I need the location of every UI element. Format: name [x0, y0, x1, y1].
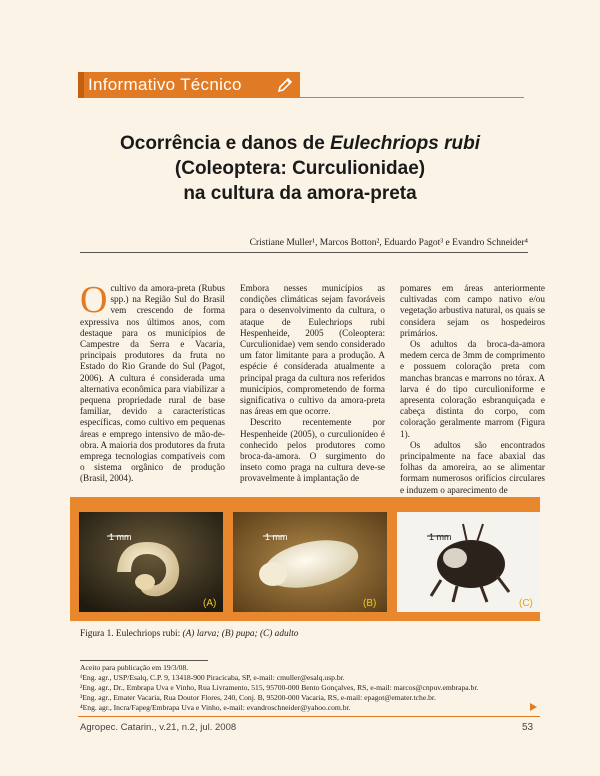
footnotes — [80, 663, 540, 713]
scale-label: 1 mm — [429, 532, 452, 542]
title-line-1: Ocorrência e danos de — [119, 133, 331, 154]
footer-rule — [78, 716, 540, 717]
scale-label: 1 mm — [109, 532, 132, 542]
continue-arrow-icon — [530, 703, 537, 711]
footnote: ⁴Eng. agr., Incra/Fapeg/Embrapa Uva e Vinho, e-mail: evandroschneider@yahoo.com.br. — [80, 703, 351, 712]
column-1 — [80, 279, 225, 485]
section-label: Informativo Técnico — [88, 75, 242, 94]
authors-line: Cristiane Muller¹, Marcos Botton², Eduardo Pagot³ e Evandro Schneider⁴ — [80, 238, 528, 253]
column-3 — [400, 283, 545, 496]
column-2 — [240, 283, 385, 485]
panel-label: (C) — [519, 598, 533, 609]
article-title — [0, 131, 600, 206]
photo-larva — [79, 512, 223, 612]
paragraph: Descrito recentemente por Hespenheide (2005), o curculionídeo é conhecido pelos produtores como broca-da-amora. O surgimento do inseto como praga na cultura deve-se provavelmente à implantação de — [240, 417, 385, 484]
paragraph: Embora nesses municípios as condições climáticas sejam favoráveis para o desenvolvimento da cultura, o ataque de Eulechriops rubi Hespenheide, 2005 (Coleoptera: Curculionidae) vem sendo considerado um fator limitante para a produção. A espécie é considerada atualmente a principal praga da cultura nos referidos municípios, comprometendo de forma significativa o cultivo da amora-preta nas áreas em que ocorre. — [240, 283, 385, 417]
footnote: ¹Eng. agr., USP/Esalq, C.P. 9, 13418-900 Piracicaba, SP, e-mail: cmuller@esalq.usp.br. — [80, 673, 345, 682]
figure-caption — [80, 629, 298, 639]
banner-rule — [300, 97, 524, 98]
panel-label: (A) — [203, 598, 217, 609]
panel-label: (B) — [363, 598, 377, 609]
section-banner — [78, 72, 300, 98]
page-number: 53 — [522, 722, 534, 733]
paragraph: Os adultos da broca-da-amora medem cerca de 3mm de comprimento e possuem coloração preta com manchas brancas e marrons no tórax. A larva é do tipo curculioniforme e apresenta coloração esbranquiçada e cabeça distinta do corpo, com coloração geralmente marrom (Figura 1). — [400, 339, 545, 439]
journal-reference: Agropec. Catarin., v.21, n.2, jul. 2008 — [80, 722, 237, 733]
paragraph: cultivo da amora-preta (Rubus spp.) na Região Sul do Brasil vem crescendo de forma expressiva nos últimos anos, com destaque para os municípios de Campestre da Serra e Vacaria, principais produtores da fruta no Estado do Rio Grande do Sul (Pagot, 2006). A cultura é considerada uma alternativa econômica para viabilizar a pequena propriedade rural de base familiar, devido a características específicas, como cultivo em pequenas áreas e emprego intensivo de mão-de-obra. A maioria dos produtores da fruta emprega tecnologias compatíveis com o sistema orgânico de produção (Brasil, 2004). — [80, 283, 225, 484]
footnote-rule — [80, 660, 208, 661]
title-line-2: (Coleoptera: Curculionidae) — [174, 158, 426, 179]
scale-label: 1 mm — [265, 532, 288, 542]
photo-pupa — [233, 512, 387, 612]
title-line-3: na cultura da amora-preta — [183, 183, 417, 204]
caption-detail: (A) larva; (B) pupa; (C) adulto — [182, 629, 299, 639]
caption-prefix: Figura 1. Eulechriops rubi: — [80, 629, 183, 639]
drop-cap: O — [80, 279, 108, 321]
paragraph: Os adultos são encontrados principalmente na face abaxial das folhas da amoreira, ao se alimentar formam numerosos orifícios circulares e induzem o aparecimento de — [400, 439, 545, 495]
footnote: ²Eng. agr., Dr., Embrapa Uva e Vinho, Rua Livramento, 515, 95700-000 Bento Gonçalves, RS, e-mail: marcos@cnpuv.embrapa.br. — [80, 683, 479, 692]
footnote: ³Eng. agr., Emater Vacaria, Rua Doutor Flores, 240, Conj. B, 95200-000 Vacaria, RS, e-mail: epagot@emater.tche.br. — [80, 693, 436, 702]
photo-adult — [397, 512, 540, 612]
paragraph: pomares em áreas anteriormente cultivadas com campo nativo e/ou vegetação arbustiva natural, os quais se considera sejam os hospedeiros primários. — [400, 283, 545, 338]
footnote: Aceito para publicação em 19/3/08. — [80, 663, 189, 672]
pencil-icon — [276, 76, 294, 94]
title-species: Eulechriops rubi — [330, 133, 481, 154]
